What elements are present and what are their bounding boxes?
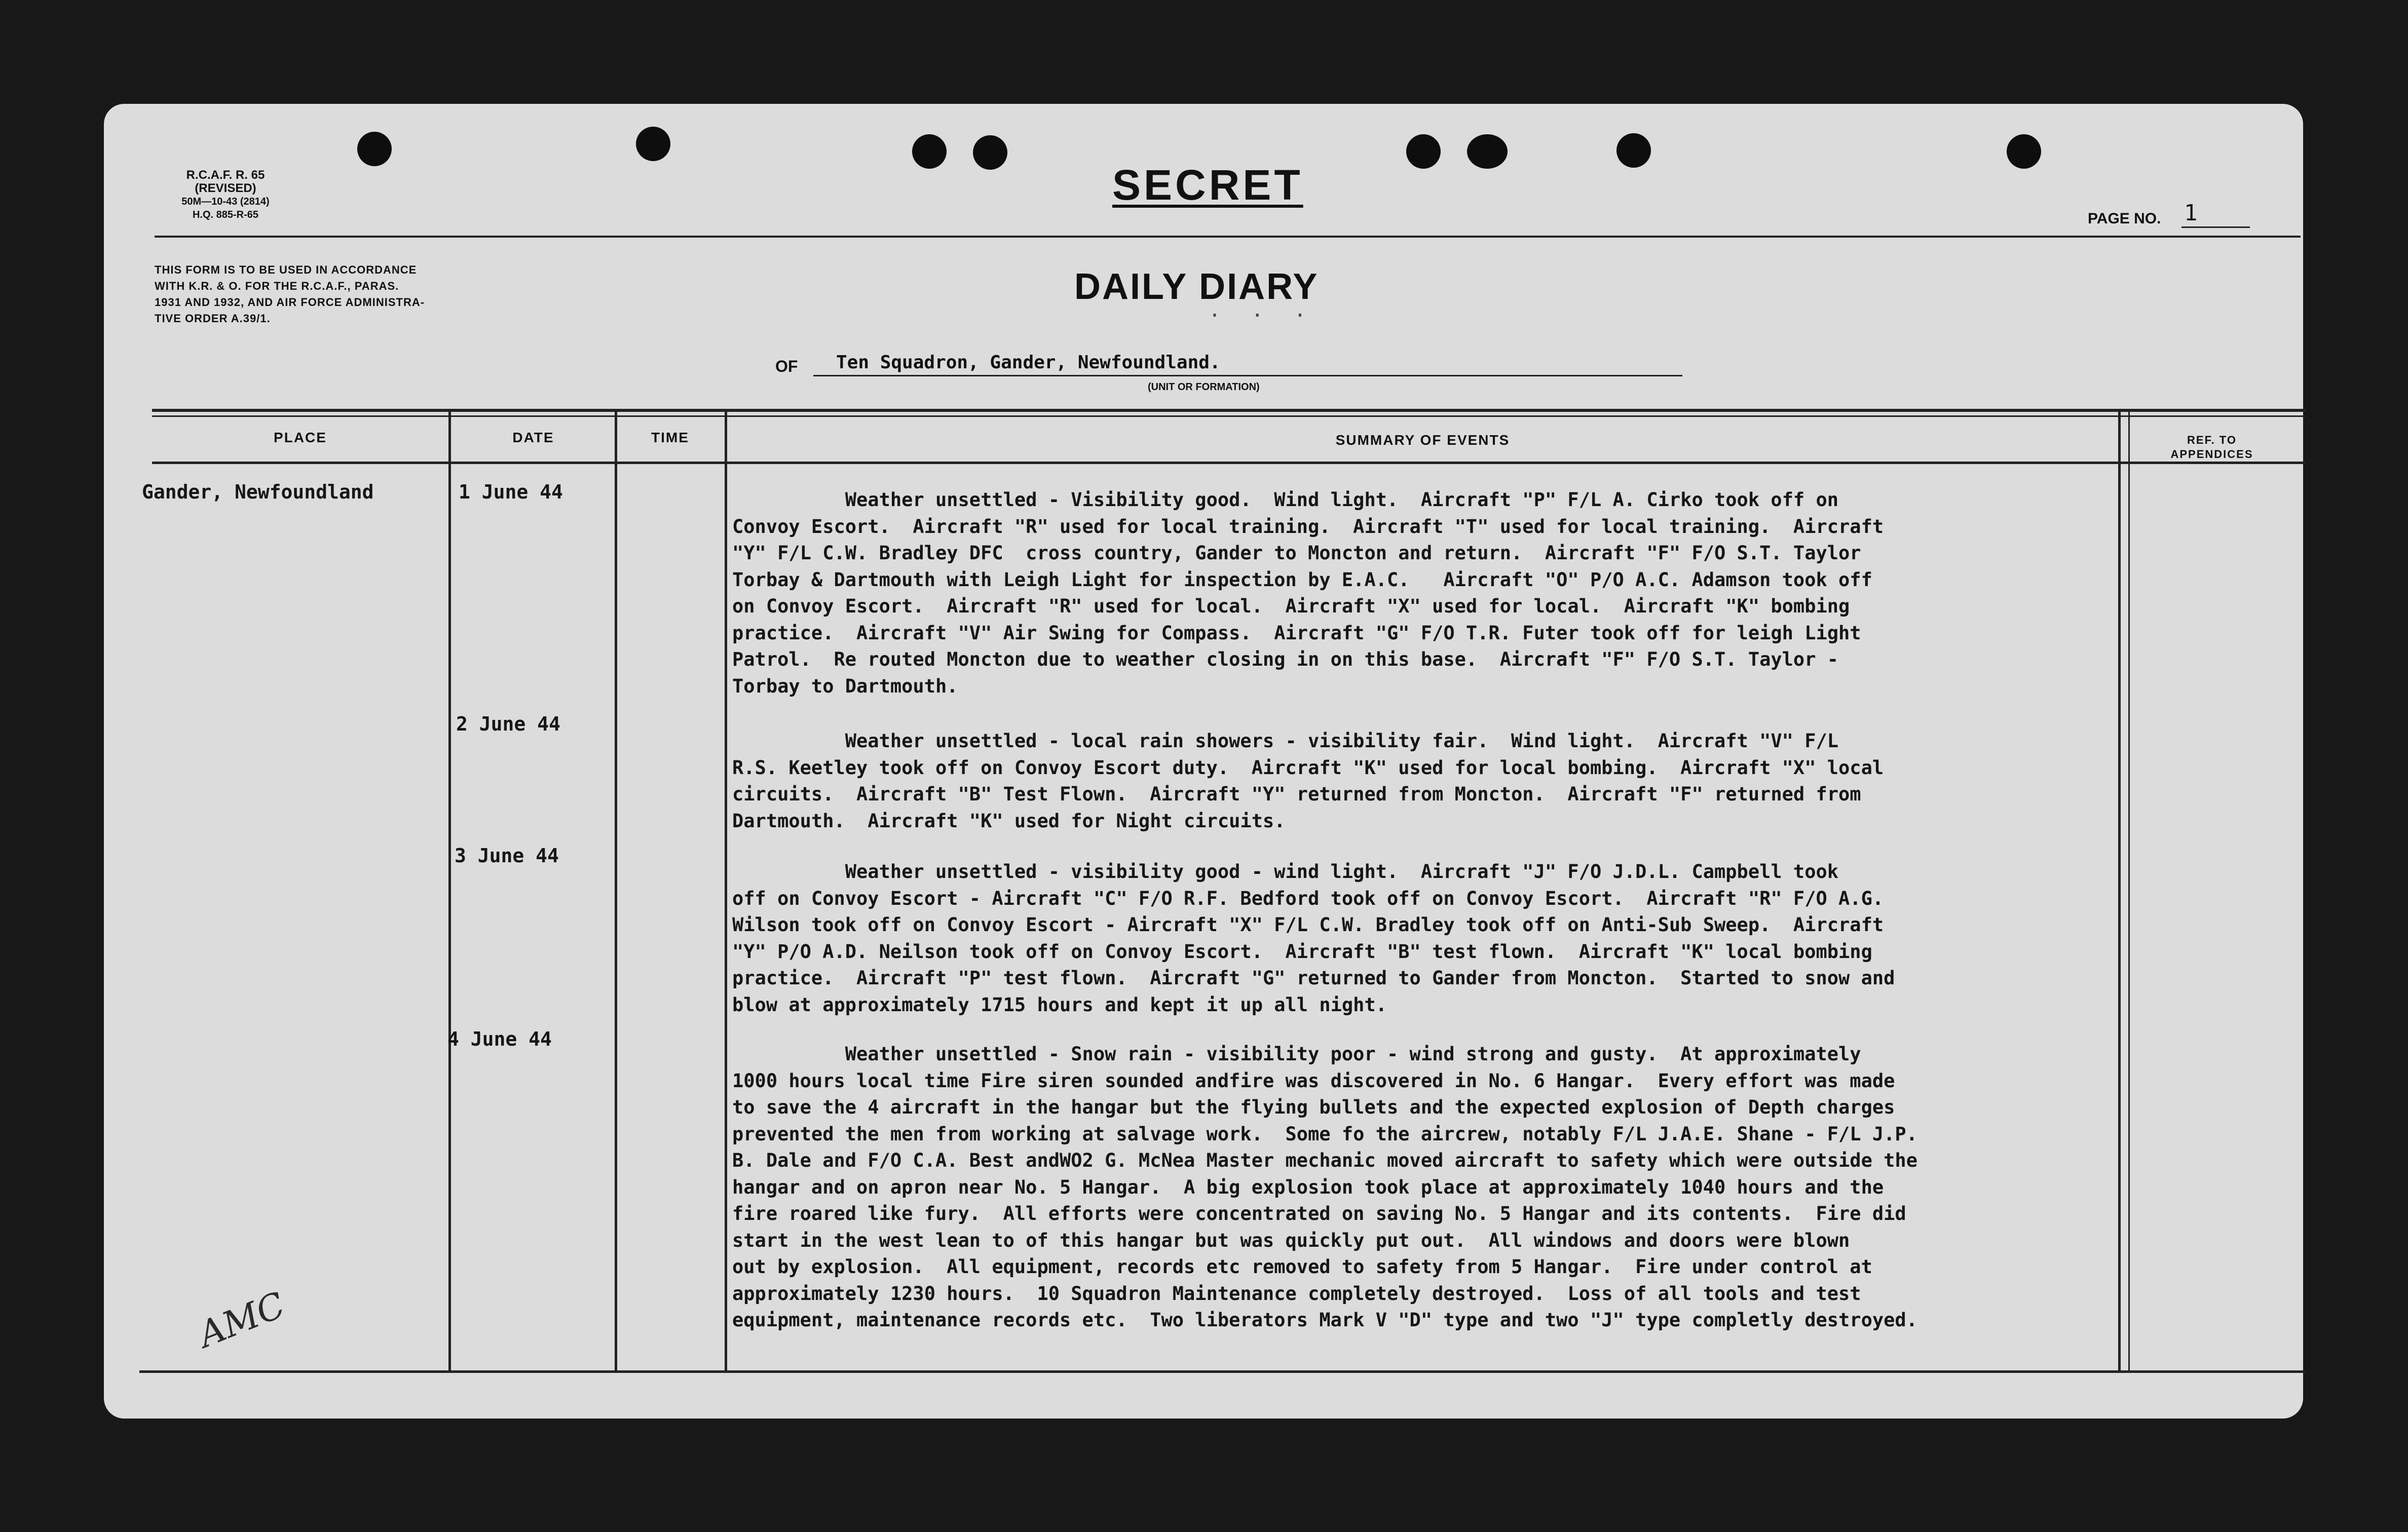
instruction-line: 1931 AND 1932, AND AIR FORCE ADMINISTRA- bbox=[155, 296, 425, 309]
summary-line: Weather unsettled - local rain showers - visibility fair. Wind light. Aircraft "V" F/L bbox=[732, 730, 1839, 752]
summary-line: Weather unsettled - Snow rain - visibility poor - wind strong and gusty. At approximately bbox=[732, 1043, 1861, 1065]
form-print-code: 50M—10-43 (2814) bbox=[181, 196, 270, 207]
page-number-underline bbox=[2181, 226, 2250, 228]
column-header-appendices-line: APPENDICES bbox=[2170, 448, 2253, 461]
column-divider bbox=[725, 412, 727, 1372]
punch-hole bbox=[357, 132, 392, 166]
summary-line: out by explosion. All equipment, records etc removed to safety from 5 Hangar. Fire under control at bbox=[732, 1256, 1872, 1278]
summary-line: Torbay to Dartmouth. bbox=[732, 675, 958, 697]
column-header-appendices-line: REF. TO bbox=[2187, 434, 2237, 446]
punch-hole bbox=[636, 127, 670, 161]
unit-of-label: OF bbox=[775, 357, 798, 375]
summary-line: 1000 hours local time Fire siren sounded andfire was discovered in No. 6 Hangar. Every effort was made bbox=[732, 1069, 1895, 1092]
summary-line: Dartmouth. Aircraft "K" used for Night circuits. bbox=[732, 810, 1286, 832]
punch-hole bbox=[1406, 134, 1441, 169]
summary-line: R.S. Keetley took off on Convoy Escort duty. Aircraft "K" used for local bombing. Aircraft "X" local bbox=[732, 756, 1884, 779]
column-header-date: DATE bbox=[512, 430, 554, 445]
column-divider bbox=[448, 412, 451, 1372]
unit-name: Ten Squadron, Gander, Newfoundland. bbox=[836, 352, 1221, 373]
table-header-bottom-rule bbox=[152, 462, 2306, 464]
form-instructions bbox=[155, 262, 540, 327]
column-header-appendices bbox=[2121, 433, 2303, 462]
punch-hole bbox=[912, 134, 947, 169]
page-number: 1 bbox=[2184, 200, 2198, 226]
summary-line: to save the 4 aircraft in the hangar but the flying bullets and the expected explosion of Depth charges bbox=[732, 1096, 1895, 1118]
summary-line: Weather unsettled - Visibility good. Wind light. Aircraft "P" F/L A. Cirko took off on bbox=[732, 489, 1839, 511]
column-divider bbox=[2118, 412, 2121, 1372]
form-hq-code: H.Q. 885-R-65 bbox=[192, 209, 259, 220]
summary-line: practice. Aircraft "P" test flown. Aircraft "G" returned to Gander from Moncton. Started to snow and bbox=[732, 967, 1895, 989]
entry-summary bbox=[732, 728, 1884, 834]
unit-underline bbox=[813, 375, 1682, 376]
header-rule bbox=[155, 236, 2301, 238]
summary-line: prevented the men from working at salvage work. Some fo the aircrew, notably F/L J.A.E. Shane - F/L J.P. bbox=[732, 1123, 1917, 1145]
place-cell: Gander, Newfoundland bbox=[142, 481, 374, 503]
entry-summary bbox=[732, 1041, 1917, 1334]
summary-line: on Convoy Escort. Aircraft "R" used for local. Aircraft "X" used for local. Aircraft "K" bombing bbox=[732, 595, 1850, 617]
summary-line: Weather unsettled - visibility good - wind light. Aircraft "J" F/O J.D.L. Campbell took bbox=[732, 861, 1839, 883]
column-divider bbox=[615, 412, 617, 1372]
instruction-line: TIVE ORDER A.39/1. bbox=[155, 312, 271, 325]
column-divider-thin bbox=[2128, 412, 2130, 1372]
summary-line: blow at approximately 1715 hours and kept it up all night. bbox=[732, 993, 1387, 1016]
form-number: R.C.A.F. R. 65 (REVISED) bbox=[186, 168, 265, 195]
summary-line: equipment, maintenance records etc. Two liberators Mark V "D" type and two "J" type completly destroyed. bbox=[732, 1309, 1917, 1331]
summary-line: practice. Aircraft "V" Air Swing for Compass. Aircraft "G" F/O T.R. Futer took off for leigh Light bbox=[732, 622, 1861, 644]
summary-line: off on Convoy Escort - Aircraft "C" F/O R.F. Bedford took off on Convoy Escort. Aircraft "R" F/O A.G. bbox=[732, 887, 1884, 909]
punch-hole bbox=[1616, 133, 1651, 168]
punch-hole bbox=[973, 135, 1007, 170]
entry-summary bbox=[732, 487, 1884, 700]
punch-hole bbox=[1467, 134, 1508, 169]
diary-page bbox=[104, 104, 2303, 1419]
form-identifier bbox=[160, 169, 291, 221]
entry-date: 3 June 44 bbox=[455, 845, 559, 867]
summary-line: Patrol. Re routed Moncton due to weather closing in on this base. Aircraft "F" F/O S.T. Taylor - bbox=[732, 648, 1839, 670]
punch-hole bbox=[2007, 134, 2041, 169]
summary-line: Torbay & Dartmouth with Leigh Light for inspection by E.A.C. Aircraft "O" P/O A.C. Adamson took off bbox=[732, 568, 1872, 591]
page-number-label: PAGE NO. bbox=[2088, 210, 2161, 227]
unit-caption: (UNIT OR FORMATION) bbox=[1148, 381, 1260, 393]
entry-date: 2 June 44 bbox=[456, 713, 560, 735]
document-title: DAILY DIARY bbox=[1074, 266, 1319, 307]
summary-line: "Y" P/O A.D. Neilson took off on Convoy Escort. Aircraft "B" test flown. Aircraft "K" local bombing bbox=[732, 940, 1872, 963]
summary-line: Convoy Escort. Aircraft "R" used for local training. Aircraft "T" used for local training. Aircraft bbox=[732, 515, 1884, 538]
column-header-summary: SUMMARY OF EVENTS bbox=[1335, 432, 1510, 448]
summary-line: start in the west lean to of this hangar but was quickly put out. All windows and doors were blown bbox=[732, 1229, 1850, 1251]
summary-line: circuits. Aircraft "B" Test Flown. Aircraft "Y" returned from Moncton. Aircraft "F" returned from bbox=[732, 783, 1861, 805]
column-header-place: PLACE bbox=[274, 430, 327, 445]
summary-line: Wilson took off on Convoy Escort - Aircraft "X" F/L C.W. Bradley took off on Anti-Sub Sweep. Aircraft bbox=[732, 914, 1884, 936]
summary-line: "Y" F/L C.W. Bradley DFC cross country, Gander to Moncton and return. Aircraft "F" F/O S.T. Taylor bbox=[732, 542, 1861, 564]
entry-date: 1 June 44 bbox=[459, 481, 563, 503]
entry-summary bbox=[732, 859, 1895, 1018]
table-top-rule bbox=[152, 409, 2306, 412]
summary-line: fire roared like fury. All efforts were concentrated on saving No. 5 Hangar and its contents. Fire did bbox=[732, 1203, 1906, 1224]
entry-date: 4 June 44 bbox=[447, 1028, 552, 1050]
classification-stamp: SECRET bbox=[1112, 161, 1303, 209]
column-header-time: TIME bbox=[651, 430, 689, 445]
summary-line: B. Dale and F/O C.A. Best andWO2 G. McNea Master mechanic moved aircraft to safety which were outside the bbox=[732, 1150, 1917, 1171]
title-dots: · · · bbox=[1209, 304, 1315, 327]
instruction-line: THIS FORM IS TO BE USED IN ACCORDANCE bbox=[155, 263, 417, 276]
handwritten-initials: AMC bbox=[193, 1284, 291, 1356]
instruction-line: WITH K.R. & O. FOR THE R.C.A.F., PARAS. bbox=[155, 280, 399, 292]
summary-line: approximately 1230 hours. 10 Squadron Maintenance completely destroyed. Loss of all tools and test bbox=[732, 1282, 1861, 1305]
summary-line: hangar and on apron near No. 5 Hangar. A big explosion took place at approximately 1040 hours and the bbox=[732, 1176, 1884, 1198]
table-top-rule-thin bbox=[152, 415, 2306, 417]
table-bottom-rule bbox=[139, 1370, 2306, 1373]
